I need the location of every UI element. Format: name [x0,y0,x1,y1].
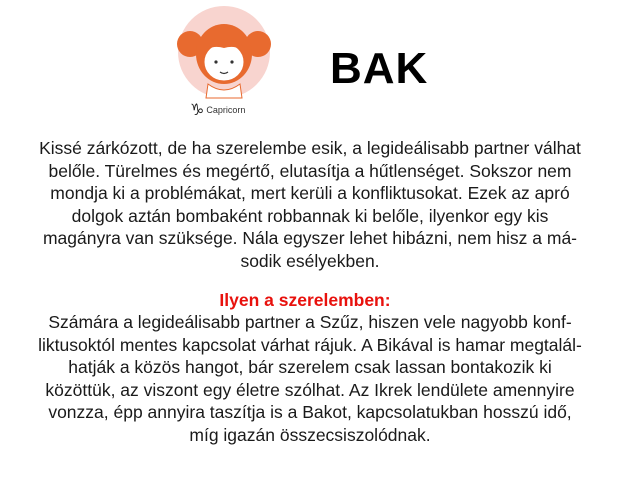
sign-label: Capricorn [206,104,246,115]
intro-paragraph: Kissé zárkózott, de ha szerelembe esik, a legideálisabb partner válhat belőle. Türelmes és megértő, elutasítja a hűtlenséget. Sokszor nem mondja ki a problémákat, mert kerüli a konfliktusokat. Ezek az apró dolgok aztán bombaként robbannak ki belőle, ilyenkor egy kis magányra van szüksége. Nála egyszer lehet hibázni, nem hisz a má- sodik esélyekben. [39,138,581,271]
love-paragraph: Számára a legideálisabb partner a Szűz, hiszen vele nagyobb konf- liktusoktól mentes kapcsolat várhat rájuk. A Bikával is hamar megtalál- hatják a közös hangot, bár szerelem csak lassan bontakozik ki közöttük, az viszont egy életre szólhat. Az Ikrek lendülete amennyire vonzza, épp annyira taszítja is a Bakot, kapcsolatukban hosszú idő, míg igazán összecsiszolódnak. [38,312,582,445]
love-heading: Ilyen a szerelemben: [219,290,391,310]
capricorn-sign [190,100,245,119]
capricorn-icon: ♑ [190,100,205,119]
page-title: BAK [330,44,429,93]
girl-avatar-icon [168,4,280,104]
